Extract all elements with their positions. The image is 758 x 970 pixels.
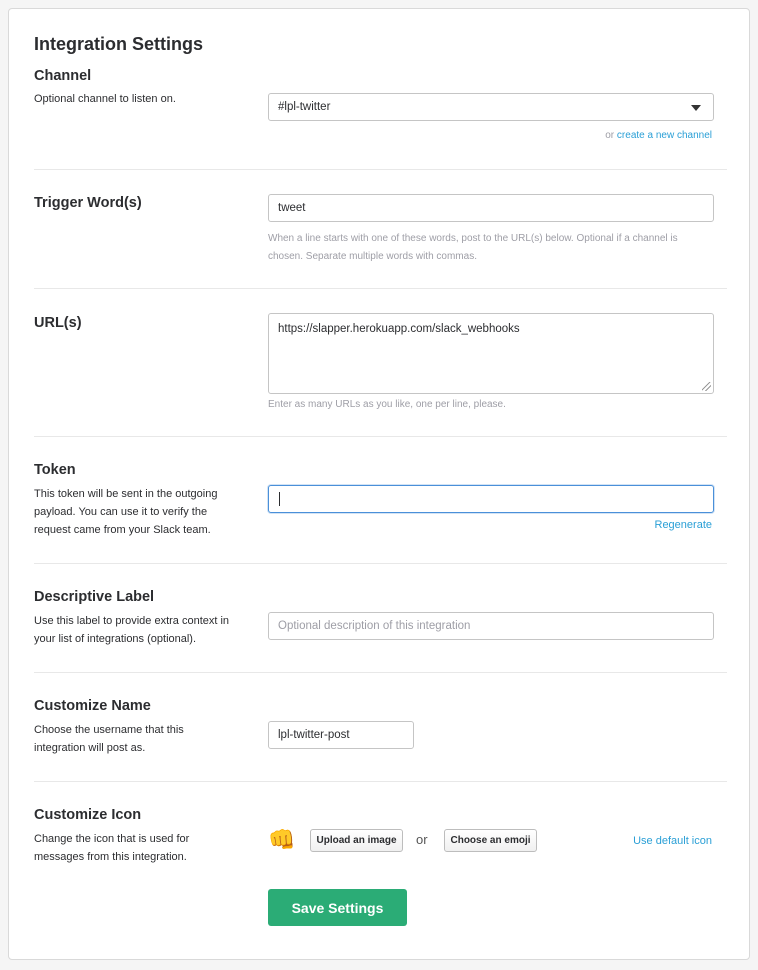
icon-description	[34, 830, 189, 866]
divider	[34, 288, 727, 289]
divider	[34, 436, 727, 437]
divider	[34, 169, 727, 170]
token-desc-line: request came from your Slack team.	[34, 524, 211, 536]
trigger-help-line: When a line starts with one of these words, post to the URL(s) below. Optional if a channel is	[268, 233, 678, 244]
upload-image-button[interactable]: Upload an image	[310, 829, 403, 852]
icon-title: Customize Icon	[34, 807, 142, 823]
fist-emoji-icon: 👊	[268, 827, 296, 852]
label-desc-line: Use this label to provide extra context in	[34, 615, 230, 627]
use-default-icon-link[interactable]: Use default icon	[633, 835, 712, 847]
divider	[34, 672, 727, 673]
resize-handle-icon[interactable]	[702, 382, 711, 391]
trigger-help-text	[268, 230, 718, 266]
urls-textarea[interactable]	[268, 313, 714, 394]
choose-emoji-button[interactable]: Choose an emoji	[444, 829, 537, 852]
text-cursor	[279, 492, 280, 506]
icon-or-text: or	[416, 832, 428, 847]
caret-down-icon	[691, 105, 701, 111]
settings-card	[8, 8, 750, 960]
trigger-words-value: tweet	[278, 202, 306, 214]
name-desc-line: integration will post as.	[34, 742, 146, 754]
name-title: Customize Name	[34, 698, 151, 714]
channel-description: Optional channel to listen on.	[34, 93, 176, 105]
label-description	[34, 612, 229, 648]
icon-desc-line: messages from this integration.	[34, 851, 187, 863]
token-input[interactable]	[268, 485, 714, 513]
trigger-words-input[interactable]	[268, 194, 714, 222]
create-channel-row	[605, 130, 712, 141]
name-desc-line: Choose the username that this	[34, 724, 184, 736]
channel-or-text: or	[605, 130, 615, 141]
save-settings-button[interactable]: Save Settings	[268, 889, 407, 926]
urls-title: URL(s)	[34, 315, 82, 331]
descriptive-label-placeholder: Optional description of this integration	[278, 620, 471, 632]
token-desc-line: payload. You can use it to verify the	[34, 506, 208, 518]
token-description	[34, 485, 217, 539]
trigger-help-line: chosen. Separate multiple words with commas.	[268, 251, 477, 262]
username-input[interactable]	[268, 721, 414, 749]
token-desc-line: This token will be sent in the outgoing	[34, 488, 218, 500]
name-description	[34, 721, 184, 757]
urls-value: https://slapper.herokuapp.com/slack_webhooks	[278, 323, 520, 335]
trigger-title: Trigger Word(s)	[34, 195, 142, 211]
create-channel-link[interactable]: create a new channel	[616, 130, 712, 141]
page-title: Integration Settings	[34, 34, 204, 54]
icon-desc-line: Change the icon that is used for	[34, 833, 190, 845]
label-desc-line: your list of integrations (optional).	[34, 633, 197, 645]
descriptive-label-input[interactable]	[268, 612, 714, 640]
divider	[34, 563, 727, 564]
token-title: Token	[34, 462, 76, 478]
username-value: lpl-twitter-post	[278, 729, 350, 741]
regenerate-link[interactable]: Regenerate	[654, 519, 712, 531]
channel-selected-value: #lpl-twitter	[278, 101, 331, 113]
label-title: Descriptive Label	[34, 589, 155, 605]
channel-title: Channel	[34, 68, 92, 84]
channel-select[interactable]	[268, 93, 714, 121]
urls-help-text: Enter as many URLs as you like, one per line, please.	[268, 399, 506, 410]
divider	[34, 781, 727, 782]
